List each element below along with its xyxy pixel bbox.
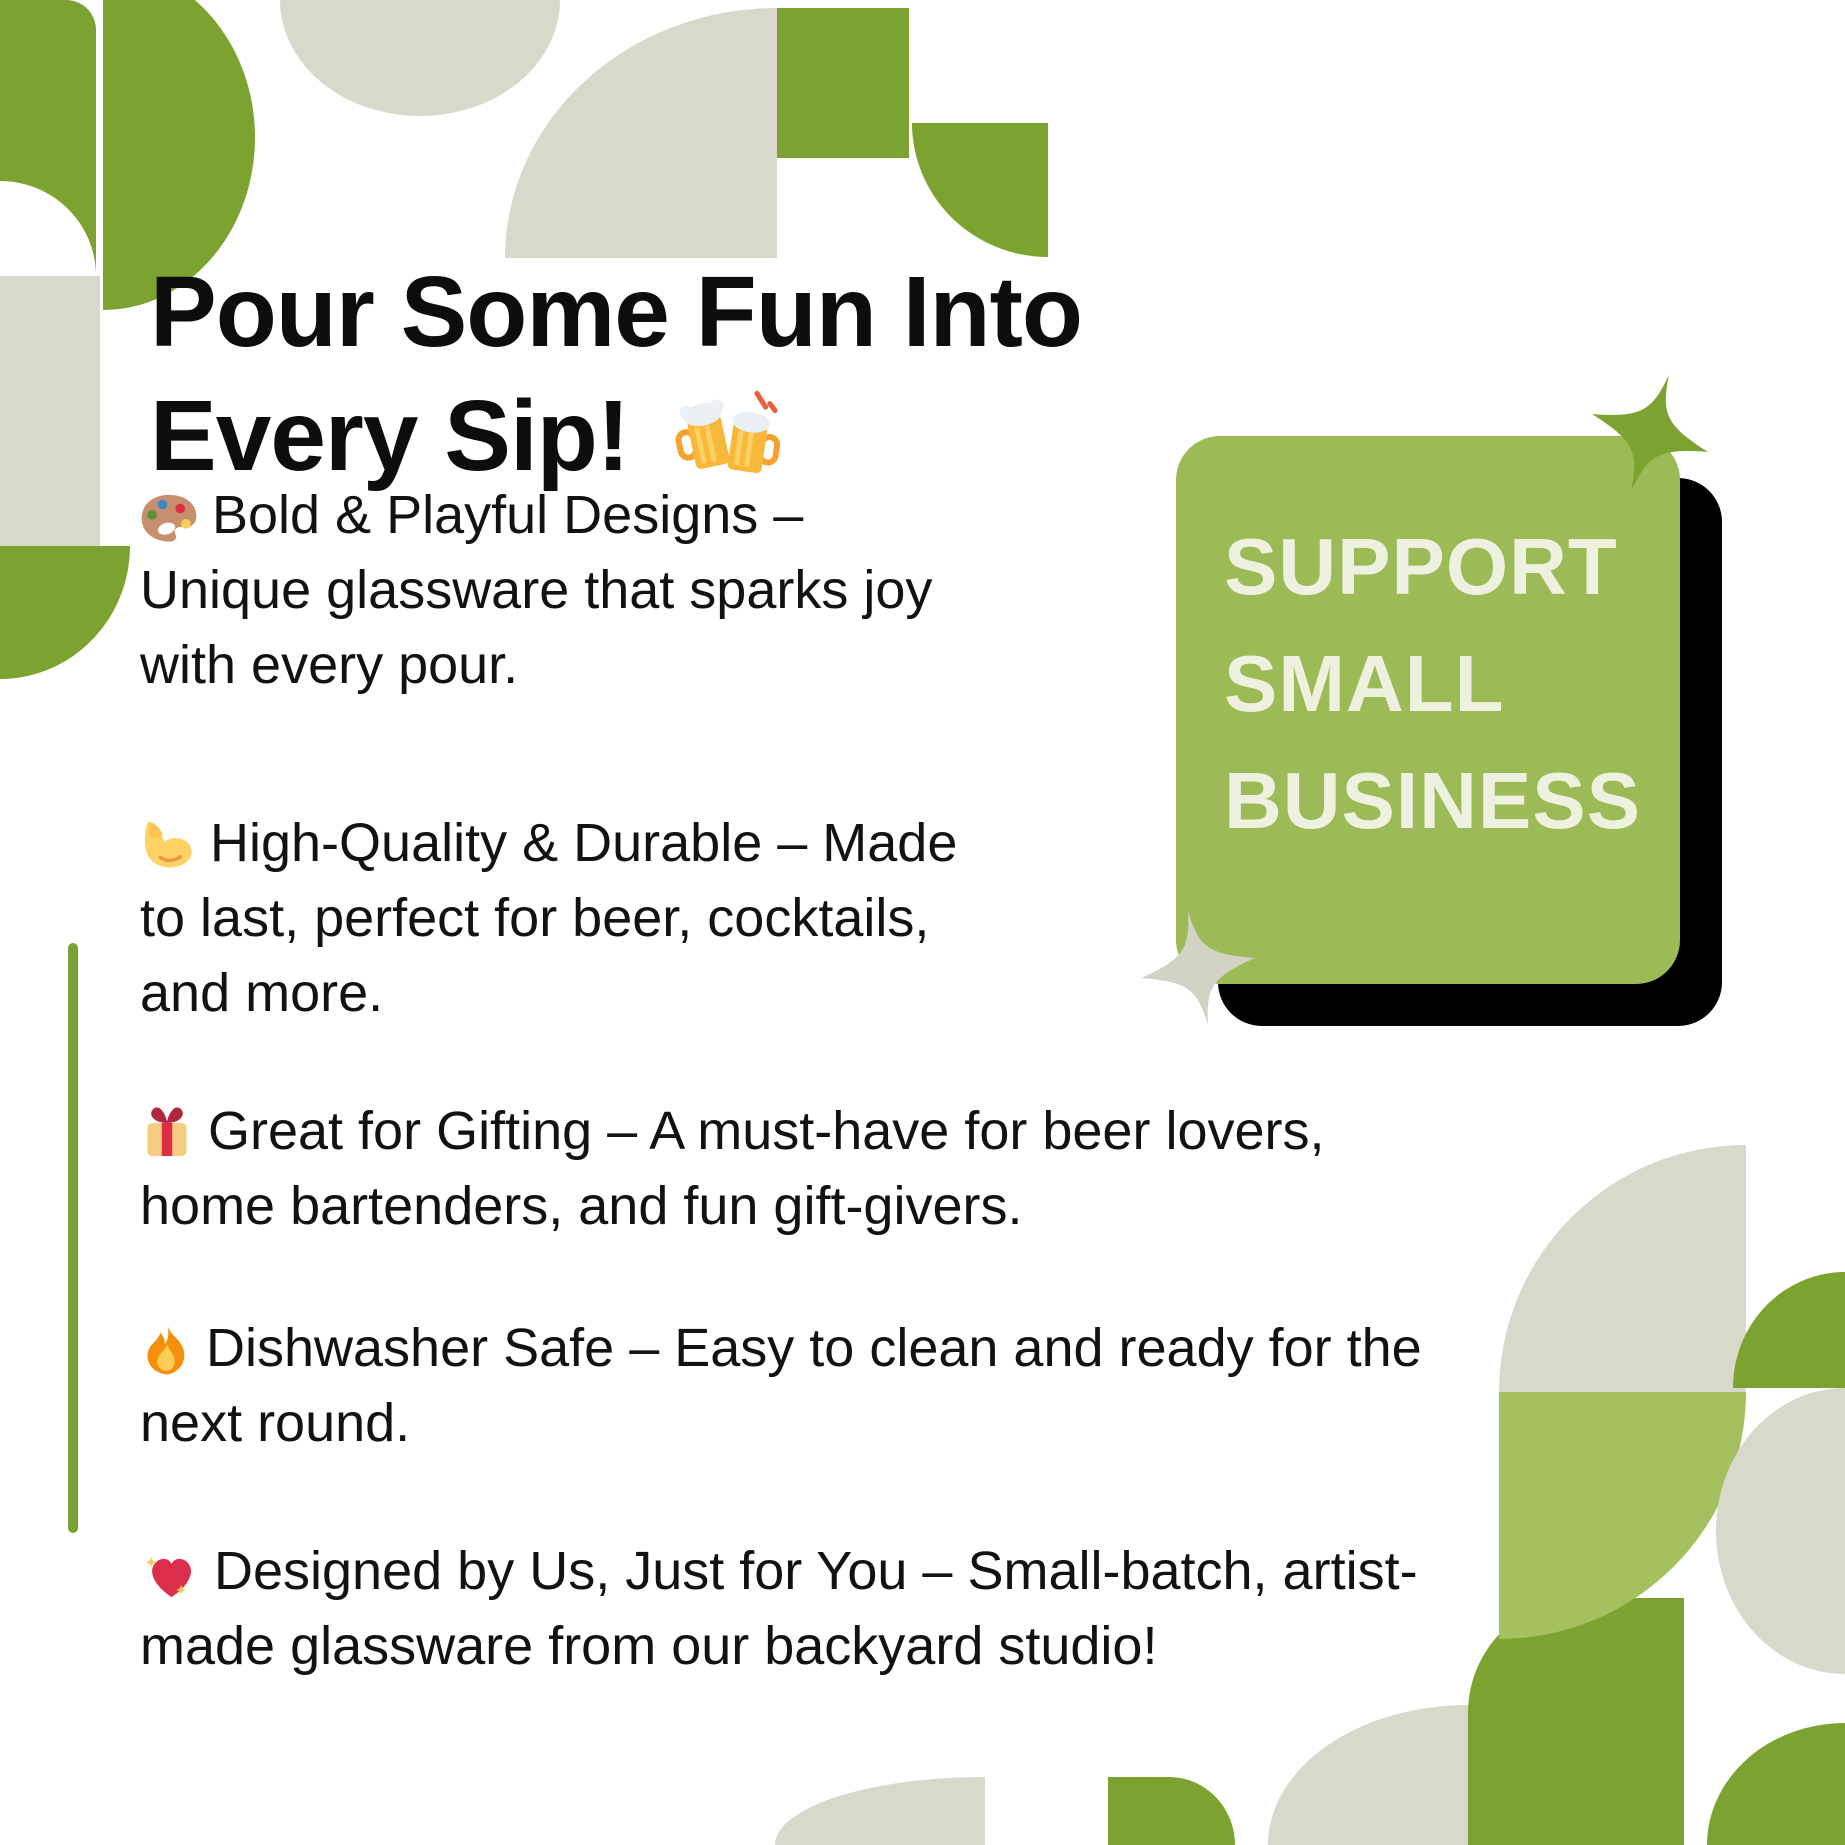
bullet-line: Bold & Playful Designs – bbox=[140, 478, 1640, 553]
right-beer-mug bbox=[725, 409, 781, 475]
decor-green-quarter-corner bbox=[1707, 1723, 1845, 1845]
artist-palette-icon bbox=[140, 493, 198, 545]
bullet-gifting bbox=[140, 1094, 1640, 1244]
support-small-business-badge bbox=[1176, 436, 1680, 984]
bullet-line: Great for Gifting – A must-have for beer lovers, bbox=[140, 1094, 1640, 1169]
decor-vertical-line bbox=[68, 943, 78, 1533]
decor-green-shape-bottom-center bbox=[1108, 1777, 1235, 1845]
bullet-line: made glassware from our backyard studio! bbox=[140, 1616, 1158, 1676]
decor-gray-quarter-bottom-center bbox=[775, 1777, 985, 1845]
left-beer-mug bbox=[672, 398, 735, 472]
bullet-line: Dishwasher Safe – Easy to clean and ready for the bbox=[140, 1311, 1640, 1386]
decor-green-quarter-circle bbox=[912, 123, 1048, 257]
bullet-line: Unique glassware that sparks joy bbox=[140, 560, 933, 620]
decor-gray-square-left bbox=[0, 276, 100, 546]
bullet-line: and more. bbox=[140, 963, 384, 1023]
decor-green-rect bbox=[777, 8, 909, 158]
bullet-line: with every pour. bbox=[140, 635, 519, 695]
clinking-beer-mugs-icon bbox=[672, 390, 784, 484]
bullet-line: home bartenders, and fun gift-givers. bbox=[140, 1176, 1023, 1236]
bullet-dishwasher bbox=[140, 1311, 1640, 1461]
decor-gray-semicircle bbox=[280, 0, 560, 116]
bullet-line: Designed by Us, Just for You – Small-batch, artist- bbox=[140, 1534, 1640, 1609]
decor-green-quarter-left bbox=[0, 546, 130, 679]
gray-four-point-star-icon bbox=[1130, 896, 1266, 1040]
title-line-1: Pour Some Fun Into bbox=[150, 256, 1082, 368]
bullet-line: High-Quality & Durable – Made bbox=[140, 806, 1640, 881]
badge-line-support: SUPPORT bbox=[1224, 522, 1618, 611]
bullet-line: next round. bbox=[140, 1393, 411, 1453]
decor-gray-quarter-bottom-mid bbox=[1268, 1705, 1468, 1845]
bullet-line: to last, perfect for beer, cocktails, bbox=[140, 888, 930, 948]
fire-icon bbox=[140, 1322, 192, 1378]
sparkling-heart-icon bbox=[140, 1549, 200, 1601]
page-title bbox=[150, 250, 1270, 498]
flexed-biceps-icon bbox=[140, 819, 196, 873]
badge-line-small: SMALL bbox=[1224, 639, 1505, 728]
decor-green-quarter-right-edge bbox=[1733, 1272, 1845, 1388]
wrapped-gift-icon bbox=[140, 1103, 194, 1161]
title-line-2: Every Sip! bbox=[150, 374, 1270, 498]
bullet-designed-by-us bbox=[140, 1534, 1640, 1684]
badge-line-business: BUSINESS bbox=[1224, 756, 1641, 845]
